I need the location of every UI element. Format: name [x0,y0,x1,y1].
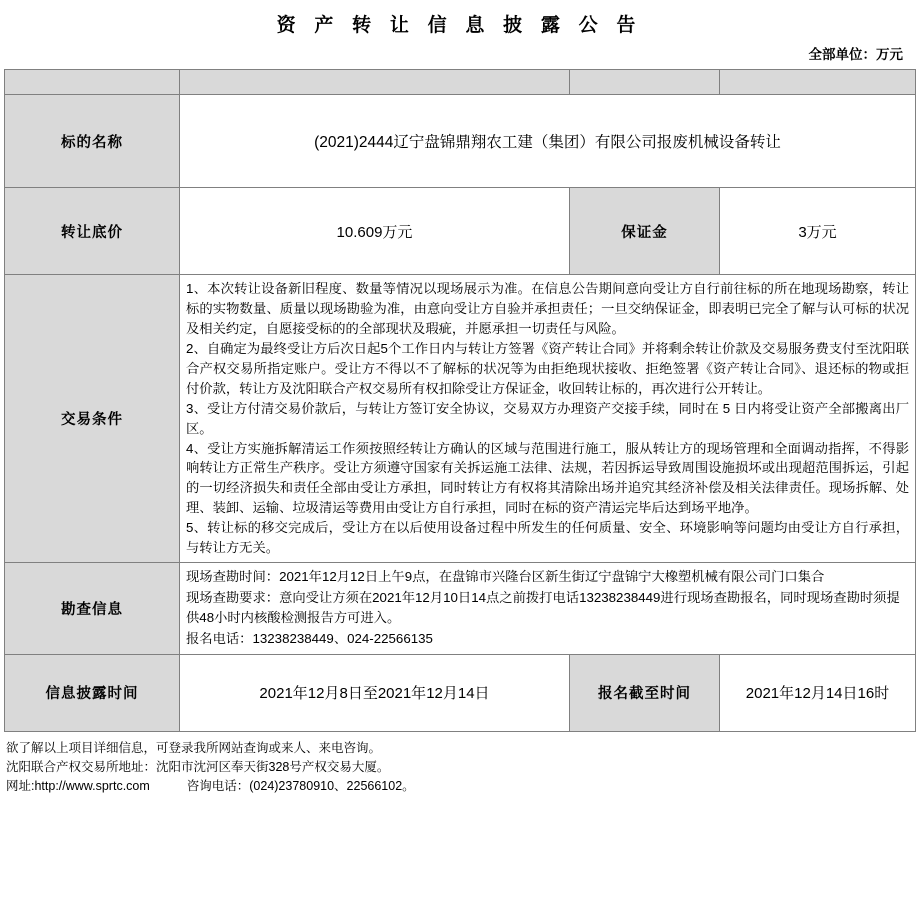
terms-item-5: 5、转让标的移交完成后，受让方在以后使用设备过程中所发生的任何质量、安全、环境影响等问题均由受让方自行承担，与转让方无关。 [186,520,909,556]
deadline-value: 2021年12月14日16时 [720,654,916,731]
survey-line-2: 现场查勘要求：意向受让方须在2021年12月10日14点之前拨打电话13238238449进行现场查勘报名，同时现场查勘时须提供48小时内核酸检测报告方可进入。 [186,589,900,626]
asset-name-label: 标的名称 [5,95,180,188]
survey-label: 勘查信息 [5,563,180,654]
table-row-dates [5,654,916,731]
terms-item-3: 3、受让方付清交易价款后，与转让方签订安全协议，交易双方办理资产交接手续，同时在 5 日内将受让资产全部搬离出厂区。 [186,400,909,436]
footer-website: 网址:http://www.sprtc.com [6,779,150,794]
header-cell-1 [5,70,180,95]
footer-phone: 咨询电话：(024)23780910、22566102。 [186,779,415,794]
disclosure-time-label: 信息披露时间 [5,654,180,731]
header-cell-2 [180,70,570,95]
footer-line-3 [6,777,919,796]
terms-item-2: 2、自确定为最终受让方后次日起5个工作日内与转让方签署《资产转让合同》并将剩余转让价款及交易服务费支付至沈阳联合产权交易所指定账户。受让方不得以不了解标的状况等为由拒绝现状接收、拒绝签署《资产转让合同》、退还标的物或拒付价款，转让方及沈阳联合产权交易所有权扣除受让方保证金，收回转让标的，再次进行公开转让。 [186,340,909,396]
deadline-label: 报名截至时间 [570,654,720,731]
table-row-survey [5,563,916,654]
base-price-label: 转让底价 [5,188,180,275]
terms-label: 交易条件 [5,275,180,563]
asset-name-value: (2021)2444辽宁盘锦鼎翔农工建（集团）有限公司报废机械设备转让 [180,95,916,188]
deposit-value: 3万元 [720,188,916,275]
header-cell-4 [720,70,916,95]
terms-item-4: 4、受让方实施拆解清运工作须按照经转让方确认的区域与范围进行施工，服从转让方的现场管理和全面调动指挥，不得影响转让方正常生产秩序。受让方须遵守国家有关拆运施工法律、法规，若因拆运导致周围设施损坏或出现超范围拆运，引起的一切经济损失和责任全部由受让方承担，同时转让方有权将其清除出场并追究其经济补偿及相关法律责任。现场拆解、处理、装卸、运输、垃圾清运等费用由受让方自行承担，同时在标的资产清运完毕后达到场平地净。 [186,440,909,516]
table-row-terms [5,275,916,563]
survey-line-1: 现场查勘时间：2021年12月12日上午9点，在盘锦市兴隆台区新生街辽宁盘锦宁大橡塑机械有限公司门口集合 [186,569,825,585]
terms-item-1: 1、本次转让设备新旧程度、数量等情况以现场展示为准。在信息公告期间意向受让方自行前往标的所在地现场勘察，转让标的实物数量、质量以现场勘验为准，由意向受让方自验并承担责任；一旦交纳保证金，即表明已完全了解与认可标的状况及相关约定，自愿接受标的的全部现状及瑕疵，并愿承担一切责任与风险。 [186,281,909,336]
table-header-row [5,70,916,95]
page-title: 资 产 转 让 信 息 披 露 公 告 [276,15,643,36]
survey-line-3: 报名电话：13238238449、024-22566135 [186,630,433,646]
header-cell-3 [570,70,720,95]
table-row-asset-name [5,95,916,188]
footer-line-2: 沈阳联合产权交易所地址：沈阳市沈河区奉天街328号产权交易大厦。 [6,759,390,774]
terms-value [180,275,916,563]
deposit-label: 保证金 [570,188,720,275]
survey-value [180,563,916,654]
unit-note: 全部单位：万元 [808,47,903,62]
disclosure-table [4,69,916,732]
table-row-price [5,188,916,275]
base-price-value: 10.609万元 [180,188,570,275]
disclosure-time-value: 2021年12月8日至2021年12月14日 [180,654,570,731]
footer-notes [0,739,919,797]
footer-line-1: 欲了解以上项目详细信息，可登录我所网站查询或来人、来电咨询。 [6,740,382,755]
